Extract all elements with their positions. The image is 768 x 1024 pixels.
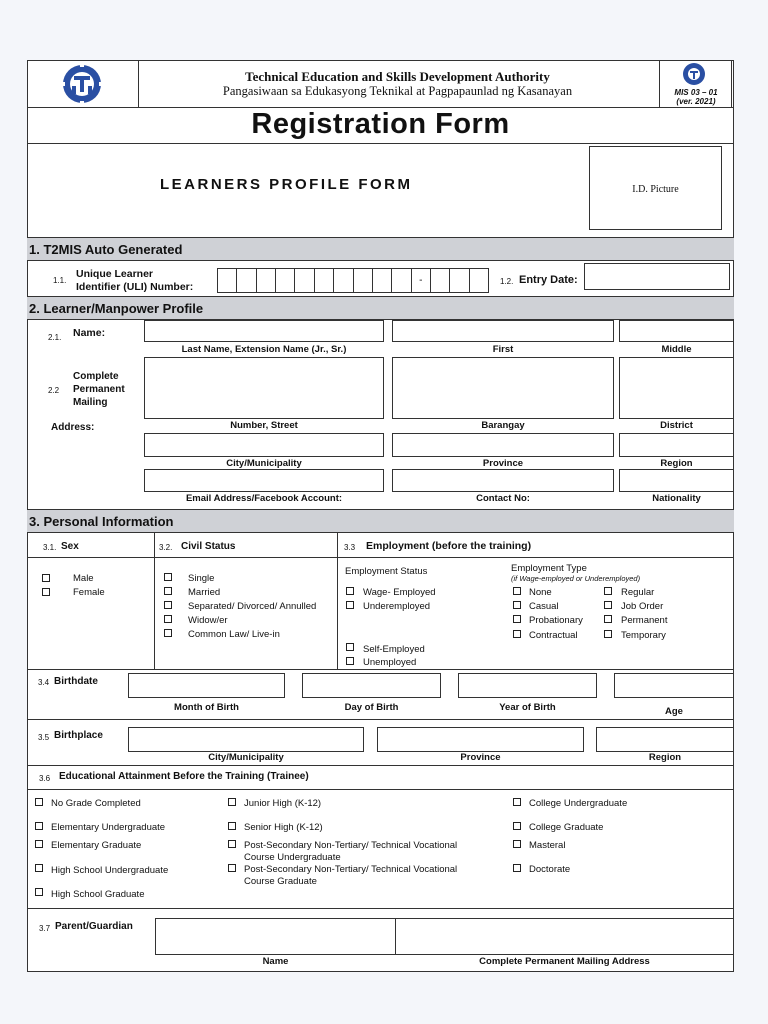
guardian-label: Parent/Guardian <box>55 921 133 932</box>
guardian-name-caption: Name <box>262 956 289 967</box>
birthplace-divider <box>27 765 734 766</box>
name-index: 2.1. <box>48 333 62 342</box>
middle-name-caption: Middle <box>661 344 692 355</box>
region-caption: Region <box>660 458 693 469</box>
temporary-checkbox[interactable] <box>604 630 612 638</box>
form-version: (ver. 2021) <box>676 97 716 106</box>
city-caption: City/Municipality <box>226 458 302 469</box>
agency-name: Technical Education and Skills Development Authority <box>245 69 550 84</box>
college-undergrad-label: College Undergraduate <box>529 798 628 809</box>
unemployed-checkbox[interactable] <box>346 657 354 665</box>
birthdate-divider <box>27 719 734 720</box>
name-label: Name: <box>73 327 106 339</box>
civil-label: Civil Status <box>181 541 236 552</box>
last-name-caption: Last Name, Extension Name (Jr., Sr.) <box>181 344 347 355</box>
guardian-address-caption: Complete Permanent Mailing Address <box>479 956 650 967</box>
elem-undergrad-checkbox[interactable] <box>35 822 43 830</box>
uli-number-index: 1.1. <box>53 276 67 285</box>
guardian-index: 3.7 <box>39 924 51 933</box>
self-employed-checkbox[interactable] <box>346 643 354 651</box>
senior-high-checkbox[interactable] <box>228 822 236 830</box>
male-label: Male <box>73 573 94 584</box>
birthplace-province-caption: Province <box>460 752 501 763</box>
wage-employed-checkbox[interactable] <box>346 587 354 595</box>
city-input[interactable] <box>144 433 384 457</box>
entry-date-input[interactable] <box>584 263 730 290</box>
district-caption: District <box>660 420 693 431</box>
birthplace-city-input[interactable] <box>128 727 364 752</box>
employment-type-label: Employment Type <box>511 563 587 574</box>
education-label: Educational Attainment Before the Training (Trainee) <box>59 771 309 782</box>
junior-high-checkbox[interactable] <box>228 798 236 806</box>
address-label-4: Address: <box>51 422 95 433</box>
birthdate-label: Birthdate <box>54 676 98 687</box>
nationality-caption: Nationality <box>652 493 701 504</box>
address-label-1: Complete <box>73 371 119 382</box>
tesda-logo-icon <box>54 62 110 106</box>
post-sec-grad-label-1: Post-Secondary Non-Tertiary/ Technical Vocational <box>244 864 458 875</box>
uli-dash: - <box>412 269 431 292</box>
hs-grad-label: High School Graduate <box>51 889 145 900</box>
nationality-input[interactable] <box>619 469 734 492</box>
education-bottom-divider <box>27 908 734 909</box>
province-caption: Province <box>482 458 524 469</box>
elem-undergrad-label: Elementary Undergraduate <box>51 822 166 833</box>
agency-tagalog: Pangasiwaan sa Edukasyong Teknikal at Pagpapaunlad ng Kasanayan <box>222 84 573 98</box>
birthplace-province-input[interactable] <box>377 727 584 752</box>
middle-name-input[interactable] <box>619 320 734 342</box>
birth-year-caption: Year of Birth <box>499 702 556 713</box>
employment-index: 3.3 <box>344 543 356 552</box>
wage-employed-label: Wage- Employed <box>363 587 436 598</box>
elem-grad-label: Elementary Graduate <box>51 840 142 851</box>
uli-label-1: Unique Learner <box>76 268 154 280</box>
hs-grad-checkbox[interactable] <box>35 888 43 896</box>
college-grad-checkbox[interactable] <box>513 822 521 830</box>
title-divider <box>27 143 734 144</box>
civil-divider <box>337 533 338 670</box>
post-sec-undergrad-label-1: Post-Secondary Non-Tertiary/ Technical Vocational <box>244 840 458 851</box>
none-checkbox[interactable] <box>513 587 521 595</box>
senior-high-label: Senior High (K-12) <box>244 822 323 833</box>
doctorate-checkbox[interactable] <box>513 864 521 872</box>
casual-checkbox[interactable] <box>513 601 521 609</box>
birthdate-index: 3.4 <box>38 678 50 687</box>
sex-divider <box>154 533 155 670</box>
form-code: MIS 03 – 01 <box>674 88 718 97</box>
no-grade-label: No Grade Completed <box>51 798 141 809</box>
hs-undergrad-checkbox[interactable] <box>35 864 43 872</box>
casual-label: Casual <box>529 601 559 612</box>
guardian-address-input[interactable] <box>395 918 734 955</box>
section-2-header: 2. Learner/Manpower Profile <box>27 296 734 320</box>
birthplace-city-caption: City/Municipality <box>208 752 284 763</box>
last-name-input[interactable] <box>144 320 384 342</box>
uli-label-2: Identifier (ULI) Number: <box>76 281 194 293</box>
masteral-checkbox[interactable] <box>513 840 521 848</box>
college-undergrad-checkbox[interactable] <box>513 798 521 806</box>
birth-day-input[interactable] <box>302 673 441 698</box>
entry-date-index: 1.2. <box>500 277 514 286</box>
address-label-3: Mailing <box>73 397 108 408</box>
tesda-small-logo-icon <box>680 61 708 87</box>
job-order-checkbox[interactable] <box>604 601 612 609</box>
unemployed-label: Unemployed <box>363 657 417 668</box>
personal-header-line <box>27 557 734 558</box>
region-input[interactable] <box>619 433 734 457</box>
form-title: Registration Form <box>251 108 510 140</box>
job-order-label: Job Order <box>621 601 664 612</box>
entry-date-label: Entry Date: <box>519 274 578 286</box>
education-index: 3.6 <box>39 774 51 783</box>
sex-index: 3.1. <box>43 543 57 552</box>
post-sec-grad-checkbox[interactable] <box>228 864 236 872</box>
separated-label: Separated/ Divorced/ Annulled <box>188 601 317 612</box>
barangay-caption: Barangay <box>481 420 525 431</box>
section-1-header: 1. T2MIS Auto Generated <box>27 237 734 261</box>
regular-checkbox[interactable] <box>604 587 612 595</box>
probationary-label: Probationary <box>529 615 583 626</box>
employment-type-note: (if Wage-employed or Underemployed) <box>511 574 641 583</box>
underemployed-label: Underemployed <box>363 601 431 612</box>
masteral-label: Masteral <box>529 840 566 851</box>
permanent-checkbox[interactable] <box>604 615 612 623</box>
uli-input-group[interactable] <box>217 268 489 293</box>
permanent-label: Permanent <box>621 615 668 626</box>
birth-day-caption: Day of Birth <box>344 702 399 713</box>
birth-month-caption: Month of Birth <box>174 702 239 713</box>
doctorate-label: Doctorate <box>529 864 571 875</box>
college-grad-label: College Graduate <box>529 822 604 833</box>
post-sec-undergrad-label-2: Course Undergraduate <box>244 852 341 863</box>
street-caption: Number, Street <box>230 420 298 431</box>
guardian-name-input[interactable] <box>155 918 396 955</box>
contact-caption: Contact No: <box>476 493 530 504</box>
widow-label: Widow/er <box>188 615 228 626</box>
first-name-caption: First <box>492 344 514 355</box>
none-label: None <box>529 587 552 598</box>
common-law-checkbox[interactable] <box>164 629 172 637</box>
birth-year-input[interactable] <box>458 673 597 698</box>
female-label: Female <box>73 587 105 598</box>
email-caption: Email Address/Facebook Account: <box>185 493 343 504</box>
regular-label: Regular <box>621 587 655 598</box>
district-input[interactable] <box>619 357 734 419</box>
underemployed-checkbox[interactable] <box>346 601 354 609</box>
junior-high-label: Junior High (K-12) <box>244 798 322 809</box>
female-checkbox[interactable] <box>42 588 50 596</box>
married-label: Married <box>188 587 221 598</box>
employment-status-label: Employment Status <box>345 566 428 577</box>
birthplace-label: Birthplace <box>54 730 103 741</box>
post-sec-undergrad-checkbox[interactable] <box>228 840 236 848</box>
id-picture-label: I.D. Picture <box>632 184 679 195</box>
hs-undergrad-label: High School Undergraduate <box>51 865 169 876</box>
address-label-2: Permanent <box>73 384 125 395</box>
separated-checkbox[interactable] <box>164 601 172 609</box>
self-employed-label: Self-Employed <box>363 644 425 655</box>
temporary-label: Temporary <box>621 630 666 641</box>
sex-label: Sex <box>61 541 79 552</box>
common-law-label: Common Law/ Live-in <box>188 629 280 640</box>
male-checkbox[interactable] <box>42 574 50 582</box>
barangay-input[interactable] <box>392 357 614 419</box>
email-input[interactable] <box>144 469 384 492</box>
employment-label: Employment (before the training) <box>366 540 532 552</box>
form-subtitle: LEARNERS PROFILE FORM <box>160 176 413 193</box>
birthplace-index: 3.5 <box>38 733 50 742</box>
widow-checkbox[interactable] <box>164 615 172 623</box>
age-caption: Age <box>665 706 683 717</box>
section-3-header: 3. Personal Information <box>27 509 734 533</box>
no-grade-checkbox[interactable] <box>35 798 43 806</box>
contact-input[interactable] <box>392 469 614 492</box>
province-input[interactable] <box>392 433 614 457</box>
single-checkbox[interactable] <box>164 573 172 581</box>
elem-grad-checkbox[interactable] <box>35 840 43 848</box>
first-name-input[interactable] <box>392 320 614 342</box>
contractual-checkbox[interactable] <box>513 630 521 638</box>
birthplace-region-caption: Region <box>648 752 682 763</box>
civil-index: 3.2. <box>159 543 173 552</box>
street-input[interactable] <box>144 357 384 419</box>
birth-month-input[interactable] <box>128 673 285 698</box>
education-divider <box>27 789 734 790</box>
married-checkbox[interactable] <box>164 587 172 595</box>
post-sec-grad-label-2: Course Graduate <box>244 876 317 887</box>
address-index: 2.2 <box>48 386 60 395</box>
age-input[interactable] <box>614 673 734 698</box>
birthplace-region-input[interactable] <box>596 727 734 752</box>
contractual-label: Contractual <box>529 630 578 641</box>
single-label: Single <box>188 573 215 584</box>
probationary-checkbox[interactable] <box>513 615 521 623</box>
